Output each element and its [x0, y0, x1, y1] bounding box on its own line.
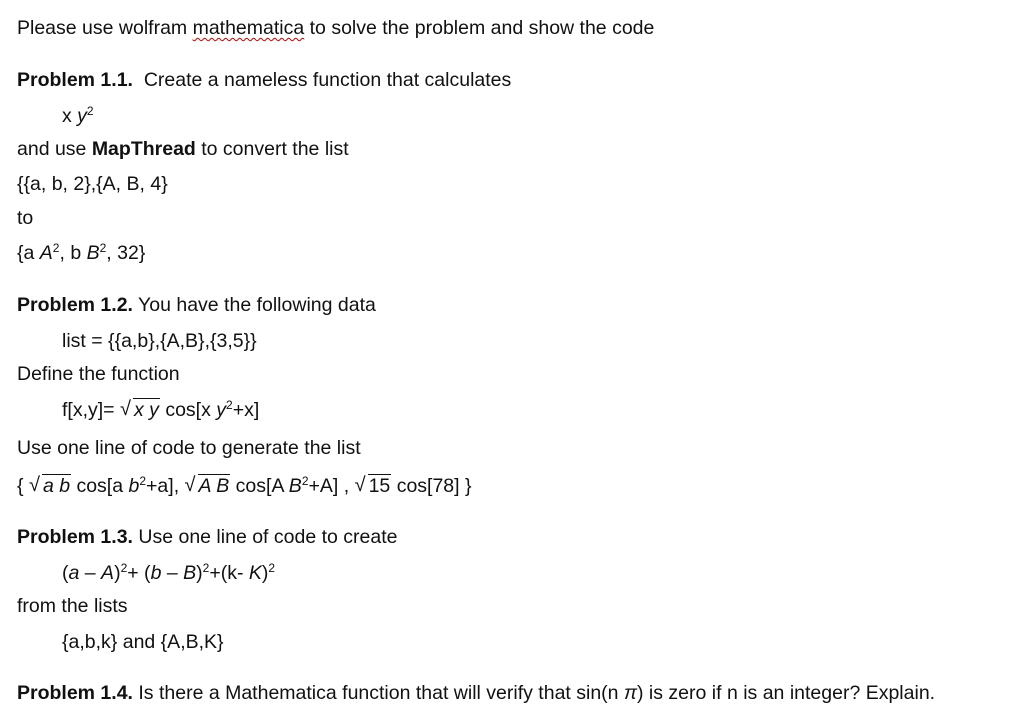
- problem-1-3-text: Use one line of code to create: [132, 526, 398, 548]
- problem-1-2-text: You have the following data: [132, 294, 376, 316]
- mapthread-keyword: MapThread: [91, 138, 196, 160]
- problem-1-3-from: from the lists: [17, 595, 128, 617]
- problem-1-1-formula: x $y^2$: [62, 104, 94, 127]
- misspelled-word[interactable]: mathematica: [192, 17, 305, 39]
- intro-text-before: Please use wolfram: [17, 17, 193, 39]
- problem-1-1-line: [17, 68, 511, 92]
- problem-1-1-to: to: [17, 207, 34, 229]
- problem-1-2-heading: Problem 1.2.: [17, 294, 133, 316]
- sqrt-symbol: √ x y: [119, 398, 159, 421]
- problem-1-2-function: f[x,y]= √ x y cos[x $y^2+x$]: [62, 398, 260, 421]
- problem-1-3-formula: (a – A)$^2$+ (b – B)$^2$+(k- K)$^2$: [62, 561, 276, 584]
- problem-1-4-heading: Problem 1.4.: [17, 682, 133, 704]
- problem-1-2-line: [17, 293, 376, 317]
- problem-1-2-define: Define the function: [17, 363, 180, 385]
- intro-line: [17, 16, 654, 40]
- problem-1-1-input-list: {{a, b, 2},{A, B, 4}: [17, 173, 168, 195]
- intro-text-after: to solve the problem and show the code: [304, 17, 655, 39]
- problem-1-1-text: Create a nameless function that calculates: [143, 69, 512, 91]
- problem-1-2-result-list: { √ a b cos[a $b^2+a$], √ A B cos[A $B^2+A$] , √ 15 cos[78] }: [17, 474, 472, 497]
- problem-1-1-output-list: {a $A^2$, b $B^2$, 32}: [17, 241, 146, 264]
- sqrt-symbol: √ 15: [354, 474, 391, 497]
- problem-1-1-use-line: and use MapThread to convert the list: [17, 138, 349, 160]
- sqrt-symbol: √ a b: [28, 474, 71, 497]
- sqrt-symbol: √ A B: [184, 474, 230, 497]
- pi-symbol: π: [623, 682, 638, 704]
- problem-1-2-use-line: Use one line of code to generate the list: [17, 437, 361, 459]
- problem-1-4-line: Problem 1.4. Is there a Mathematica function that will verify that sin(n π) is zero if n is an integer? Explain.: [17, 682, 936, 704]
- problem-1-3-line: [17, 525, 397, 549]
- problem-1-2-data: list = {{a,b},{A,B},{3,5}}: [62, 330, 257, 352]
- problem-1-3-heading: Problem 1.3.: [17, 526, 133, 548]
- problem-1-1-heading: Problem 1.1.: [17, 69, 133, 91]
- problem-1-3-lists: {a,b,k} and {A,B,K}: [62, 631, 224, 653]
